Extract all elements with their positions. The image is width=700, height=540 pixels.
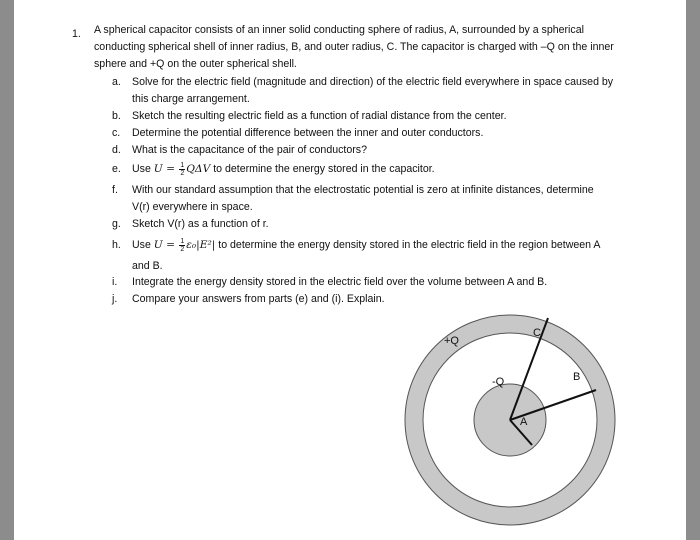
part-label: h. <box>112 239 121 251</box>
part-e-prefix: Use <box>132 163 154 175</box>
part-label: f. <box>112 184 118 196</box>
part-b-text: Sketch the resulting electric field as a function of radial distance from the center. <box>132 110 507 122</box>
energy-density-formula-rhs: ε₀|E²| <box>186 239 216 251</box>
part-label: j. <box>112 293 118 305</box>
stem-line: conducting spherical shell of inner radius, B, and outer radius, C. The capacitor is charged with –Q on the inner <box>94 41 614 53</box>
fraction-numerator: 1 <box>180 161 185 169</box>
stem-line: A spherical capacitor consists of an inner solid conducting sphere of radius, A, surrounded by a spherical <box>94 24 584 36</box>
part-g-text: Sketch V(r) as a function of r. <box>132 218 269 230</box>
part-label: a. <box>112 76 121 88</box>
part-h-prefix: Use <box>132 239 154 251</box>
part-c-text: Determine the potential difference between the inner and outer conductors. <box>132 127 484 139</box>
one-half-fraction <box>179 238 185 253</box>
part-e-line <box>132 161 657 178</box>
part-a-line: this charge arrangement. <box>132 93 250 105</box>
problem-stem <box>94 22 664 73</box>
document-page <box>14 0 686 540</box>
outer-charge-label: +Q <box>444 335 459 347</box>
part-label: e. <box>112 163 121 175</box>
part-label: d. <box>112 144 121 156</box>
energy-formula-rhs: QΔV <box>186 163 211 175</box>
part-label: i. <box>112 276 118 288</box>
part-h-line <box>132 237 657 254</box>
problem-number: 1. <box>72 28 81 40</box>
part-f-line: V(r) everywhere in space. <box>132 201 253 213</box>
part-label: b. <box>112 110 121 122</box>
fraction-numerator: 1 <box>180 237 185 245</box>
part-i-text: Integrate the energy density stored in the electric field over the volume between A and B. <box>132 276 548 288</box>
inner-charge-label: -Q <box>492 376 505 388</box>
label-a: A <box>520 416 528 428</box>
part-label: c. <box>112 127 121 139</box>
part-a-line: Solve for the electric field (magnitude and direction) of the electric field everywhere in space caused by <box>132 76 614 88</box>
part-e-suffix: to determine the energy stored in the capacitor. <box>210 163 435 175</box>
label-c: C <box>533 327 541 339</box>
part-d-text: What is the capacitance of the pair of conductors? <box>132 144 367 156</box>
fraction-denominator: 2 <box>180 169 185 177</box>
energy-density-formula-lhs: U = <box>153 239 179 251</box>
one-half-fraction <box>179 162 185 177</box>
label-b: B <box>573 371 581 383</box>
fraction-denominator: 2 <box>180 245 185 253</box>
energy-formula-lhs: U = <box>153 163 179 175</box>
stem-line: sphere and +Q on the outer spherical shell. <box>94 58 297 70</box>
part-f-line: With our standard assumption that the electrostatic potential is zero at infinite distances, determine <box>132 184 594 196</box>
part-label: g. <box>112 218 121 230</box>
spherical-capacitor-diagram <box>400 310 620 530</box>
part-h-line-2: and B. <box>132 260 163 272</box>
part-h-suffix: to determine the energy density stored in the electric field in the region between A <box>215 239 601 251</box>
part-j-text: Compare your answers from parts (e) and (i). Explain. <box>132 293 385 305</box>
